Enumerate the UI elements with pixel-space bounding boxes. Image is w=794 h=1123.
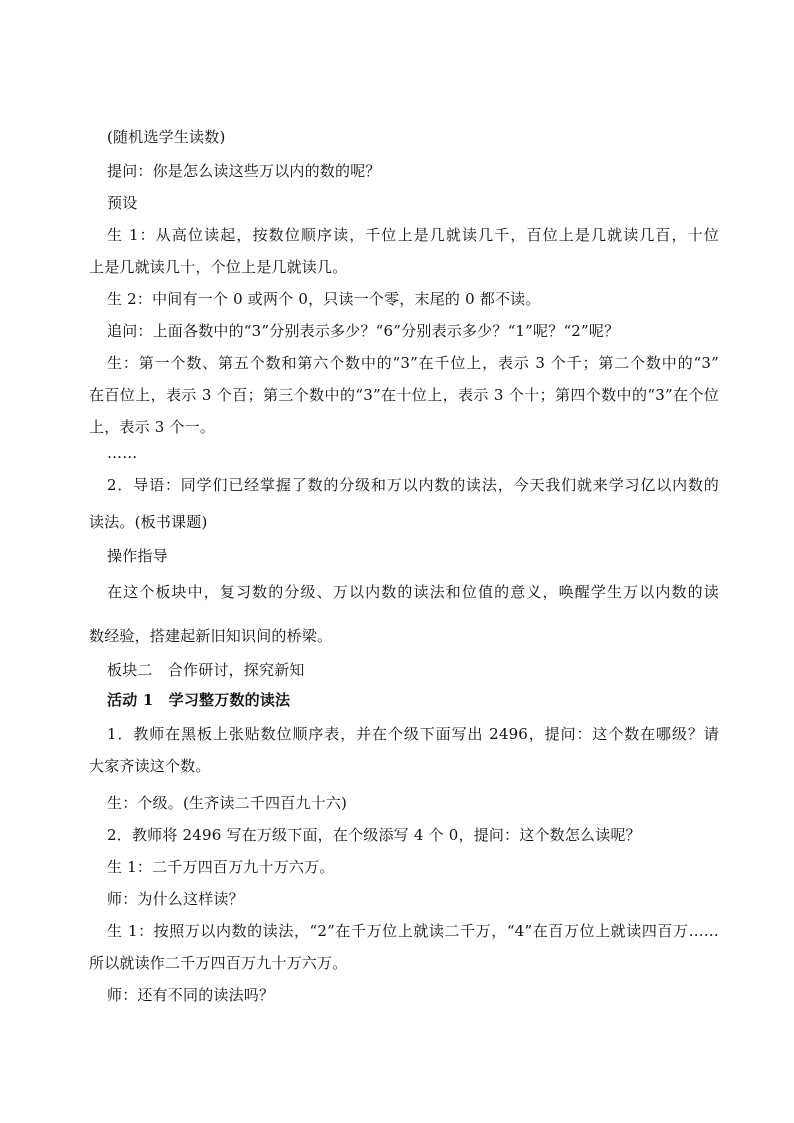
paragraph-line: 上是几就读几十，个位上是几就读几。: [89, 258, 348, 276]
paragraph-line: (随机选学生读数): [107, 128, 226, 146]
paragraph-line: 在百位上，表示 3 个百；第三个数中的“3”在十位上，表示 3 个十；第四个数中的“3”在个位: [89, 386, 719, 404]
paragraph-line: 生 1：二千万四百万九十万六万。: [107, 858, 335, 876]
paragraph-line: 大家齐读这个数。: [89, 757, 211, 775]
paragraph-line: 预设: [107, 194, 138, 212]
paragraph-line: 读法。(板书课题): [89, 513, 208, 531]
paragraph-line: 2．导语：同学们已经掌握了数的分级和万以内数的读法，今天我们就来学习亿以内数的: [107, 476, 719, 494]
paragraph-line: 师：为什么这样读？: [107, 890, 244, 908]
paragraph-line: 在这个板块中，复习数的分级、万以内数的读法和位值的意义，唤醒学生万以内数的读: [107, 583, 719, 601]
paragraph-line: 生 2：中间有一个 0 或两个 0，只读一个零，末尾的 0 都不读。: [107, 290, 541, 308]
paragraph-line: 生 1：按照万以内数的读法，“2”在千万位上就读二千万，“4”在百万位上就读四百万……: [107, 922, 719, 940]
paragraph-line: 上，表示 3 个一。: [89, 418, 216, 436]
paragraph-line: 2．教师将 2496 写在万级下面，在个级添写 4 个 0，提问：这个数怎么读呢？: [107, 826, 641, 844]
activity-heading: 活动 1 学习整万数的读法: [107, 691, 291, 709]
paragraph-line: 提问：你是怎么读这些万以内的数的呢？: [107, 162, 381, 180]
paragraph-line: 生 1：从高位读起，按数位顺序读，千位上是几就读几千，百位上是几就读几百，十位: [107, 226, 719, 244]
paragraph-line: 师：还有不同的读法吗？: [107, 986, 275, 1004]
paragraph-line: 数经验，搭建起新旧知识间的桥梁。: [89, 627, 333, 645]
paragraph-line: 所以就读作二千万四百万九十万六万。: [89, 954, 348, 972]
section-heading: 板块二 合作研讨，探究新知: [107, 661, 305, 679]
paragraph-line: 生：第一个数、第五个数和第六个数中的“3”在千位上，表示 3 个千；第二个数中的“3”: [107, 354, 719, 372]
paragraph-line: ……: [107, 444, 138, 462]
paragraph-line: 追问：上面各数中的“3”分别表示多少？“6”分别表示多少？“1”呢？“2”呢？: [107, 322, 620, 340]
paragraph-line: 1．教师在黑板上张贴数位顺序表，并在个级下面写出 2496，提问：这个数在哪级？请: [107, 725, 719, 743]
section-heading: 操作指导: [107, 547, 168, 565]
paragraph-line: 生：个级。(生齐读二千四百九十六): [107, 794, 348, 812]
